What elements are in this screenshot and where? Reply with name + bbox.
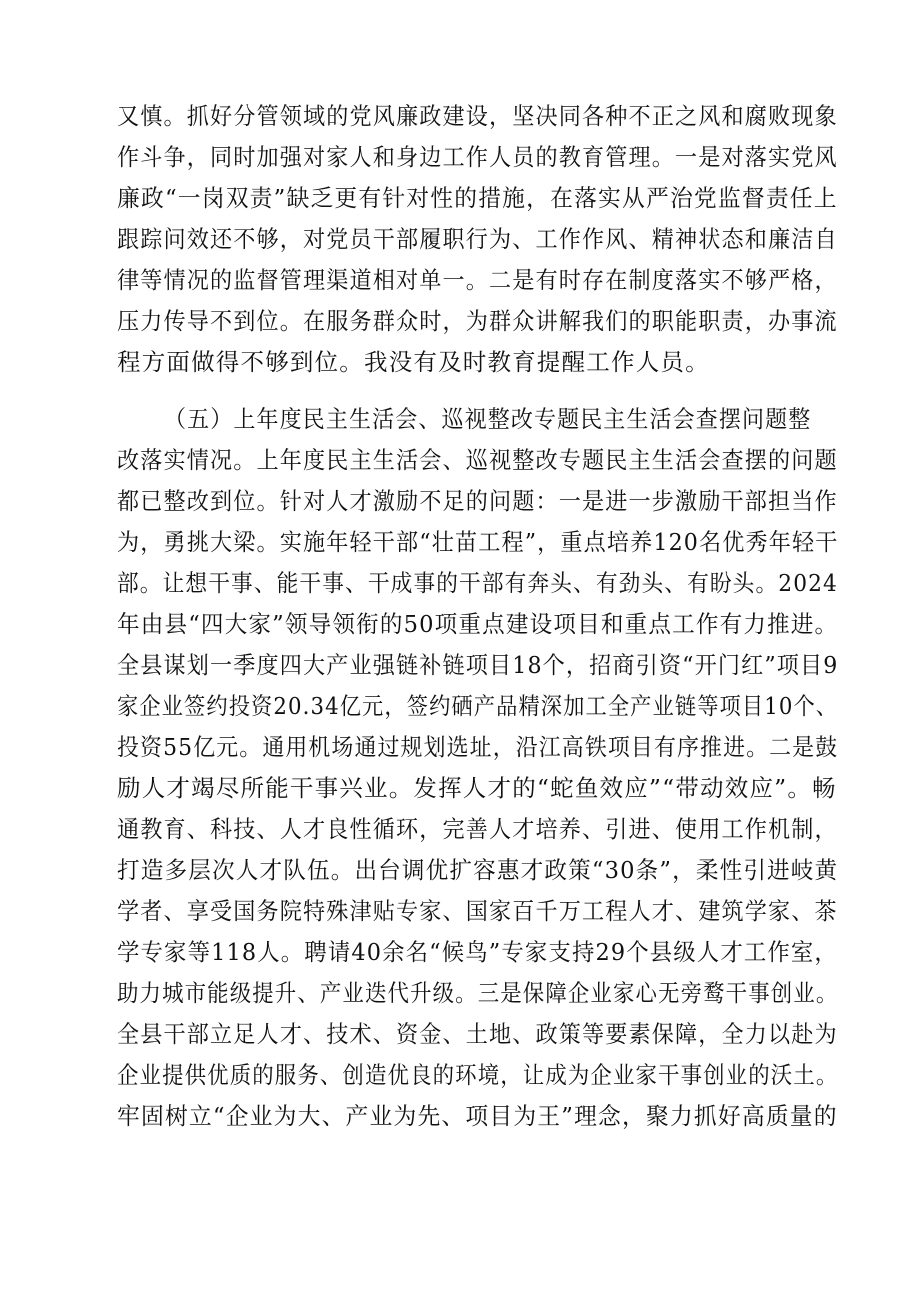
text-line: 励人才竭尽所能干事兴业。发挥人才的“蛇鱼效应”“带动效应”。畅 xyxy=(117,774,837,802)
text-line: 都已整改到位。针对人才激励不足的问题：一是进一步激励干部担当作 xyxy=(117,487,838,515)
text-line: 律等情况的监督管理渠道相对单一。二是有时存在制度落实不够严格， xyxy=(117,266,838,294)
text-line: 企业提供优质的服务、创造优良的环境，让成为企业家干事创业的沃土。 xyxy=(117,1061,839,1089)
text-line: 全县干部立足人才、技术、资金、土地、政策等要素保障，全力以赴为 xyxy=(117,1020,838,1048)
text-line: 廉政“一岗双责”缺乏更有针对性的措施，在落实从严治党监督责任上 xyxy=(117,184,838,212)
text-line: 年由县“四大家”领导领衔的50项重点建设项目和重点工作有力推进。 xyxy=(117,610,839,638)
text-line: 学专家等118人。聘请40余名“候鸟”专家支持29个县级人才工作室， xyxy=(117,938,838,966)
text-line: 通教育、科技、人才良性循环，完善人才培养、引进、使用工作机制， xyxy=(117,815,838,843)
text-line: 家企业签约投资20.34亿元，签约硒产品精深加工全产业链等项目10个、 xyxy=(117,692,839,720)
text-line: 为，勇挑大梁。实施年轻干部“壮苗工程”，重点培养120名优秀年轻干 xyxy=(117,528,839,556)
text-line: 又慎。抓好分管领域的党风廉政建设，坚决同各种不正之风和腐败现象 xyxy=(117,102,838,130)
text-line: 牢固树立“企业为大、产业为先、项目为王”理念，聚力抓好高质量的 xyxy=(117,1102,838,1130)
text-line: 压力传导不到位。在服务群众时，为群众讲解我们的职能职责，办事流 xyxy=(117,307,838,335)
text-line: 改落实情况。上年度民主生活会、巡视整改专题民主生活会查摆的问题 xyxy=(117,446,838,474)
text-line: 打造多层次人才队伍。出台调优扩容惠才政策“30条”，柔性引进岐黄 xyxy=(117,856,839,884)
text-line: 跟踪问效还不够，对党员干部履职行为、工作作风、精神状态和廉洁自 xyxy=(117,225,838,253)
text-line: 作斗争，同时加强对家人和身边工作人员的教育管理。一是对落实党风 xyxy=(117,143,838,171)
text-line: 部。让想干事、能干事、干成事的干部有奔头、有劲头、有盼头。2024 xyxy=(117,569,838,597)
text-line: 投资55亿元。通用机场通过规划选址，沿江高铁项目有序推进。二是鼓 xyxy=(117,733,839,761)
text-line: 程方面做得不够到位。我没有及时教育提醒工作人员。 xyxy=(117,348,710,376)
text-line: 学者、享受国务院特殊津贴专家、国家百千万工程人才、建筑学家、茶 xyxy=(117,897,838,925)
text-line: 全县谋划一季度四大产业强链补链项目18个，招商引资“开门红”项目9 xyxy=(117,651,839,679)
text-line: 助力城市能级提升、产业迭代升级。三是保障企业家心无旁鹜干事创业。 xyxy=(117,979,839,1007)
section-heading-line: （五）上年度民主生活会、巡视整改专题民主生活会查摆问题整 xyxy=(164,405,812,433)
